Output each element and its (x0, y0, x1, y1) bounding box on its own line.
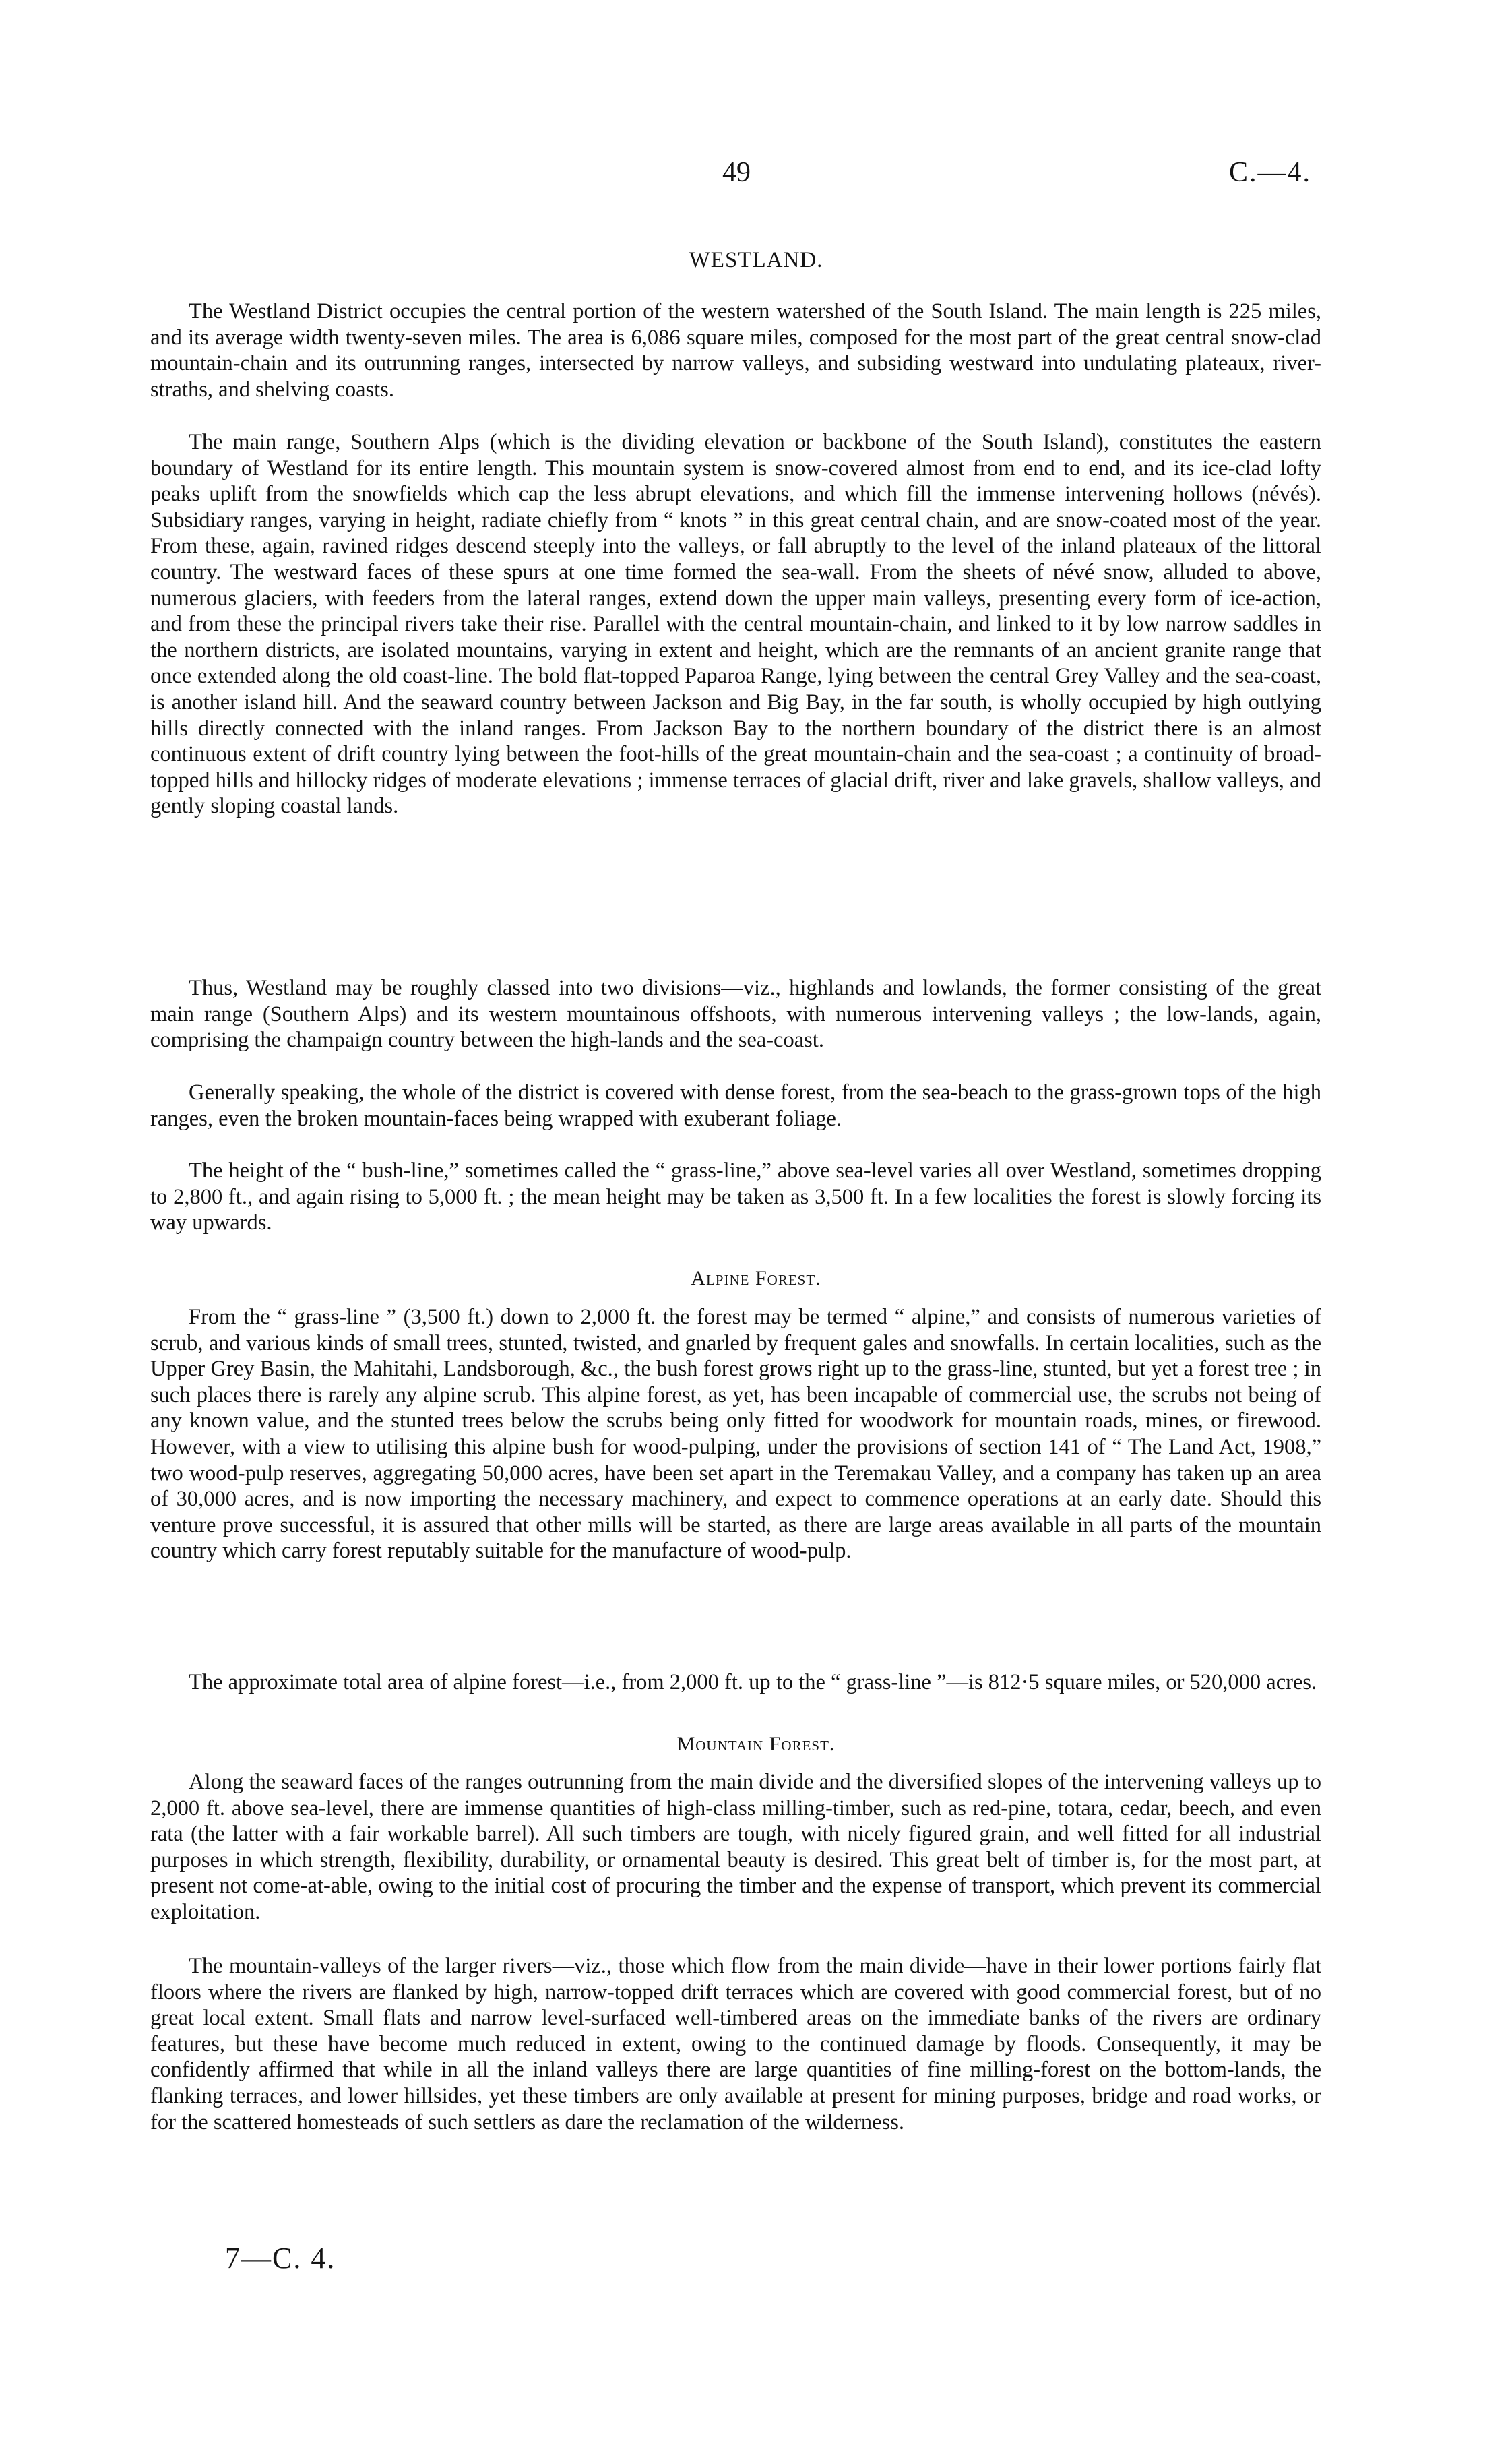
intro-paragraph-3: Thus, Westland may be roughly classed into two divisions—viz., highlands and lowlands, the former consisting of the great main range (Southern Alps) and its western mountainous offshoots, with numerous intervening valleys ; the low-lands, again, comprising the champaign country between the high-lands and the sea-coast. (150, 976, 1321, 1053)
signature-reference: 7—C. 4. (225, 2242, 336, 2275)
alpine-forest-heading: Alpine Forest. (691, 1267, 821, 1289)
page-number: 49 (722, 157, 751, 188)
page-title: WESTLAND. (689, 248, 823, 272)
intro-paragraph-1: The Westland District occupies the central portion of the western watershed of the South Island. The main length is 225 miles, and its average width twenty-seven miles. The area is 6,086 square miles, composed for the most part of the great central snow-clad mountain-chain and its outrunning ranges, intersected by narrow valleys, and subsiding westward into undulating plateaux, river-straths, and shelving coasts. (150, 299, 1321, 402)
mountain-forest-paragraph-1: Along the seaward faces of the ranges outrunning from the main divide and the diversified slopes of the intervening valleys up to 2,000 ft. above sea-level, there are immense quantities of high-class milling-timber, such as red-pine, totara, cedar, beech, and even rata (the latter with a fair workable barrel). All such timbers are tough, with nicely figured grain, and well fitted for all industrial purposes in which strength, flexibility, durability, or ornamental beauty is desired. This great belt of timber is, for the most part, at present not come-at-able, owing to the initial cost of procuring the timber and the expense of transport, which prevent its commercial exploitation. (150, 1770, 1321, 1924)
document-reference: C.—4. (1228, 157, 1311, 188)
alpine-forest-paragraph-2: The approximate total area of alpine forest—i.e., from 2,000 ft. up to the “ grass-line ”—is 812·5 square miles, or 520,000 acres. (189, 1670, 1317, 1694)
mountain-forest-paragraph-2: The mountain-valleys of the larger rivers—viz., those which flow from the main divide—have in their lower portions fairly flat floors where the rivers are flanked by high, narrow-topped drift terraces which are covered with good commercial forest, but of no great local extent. Small flats and narrow level-surfaced well-timbered areas on the immediate banks of the rivers are ordinary features, but these have become much reduced in extent, owing to the continued damage by floods. Consequently, it may be confidently affirmed that while in all the inland valleys there are large quantities of fine milling-forest on the bottom-lands, the flanking terraces, and lower hillsides, yet these timbers are only available at present for mining purposes, bridge and road works, or for the scattered homesteads of such settlers as dare the reclamation of the wilderness. (150, 1954, 1321, 2134)
alpine-forest-paragraph-1: From the “ grass-line ” (3,500 ft.) down to 2,000 ft. the forest may be termed “ alpine,” and consists of numerous varieties of scrub, and various kinds of small trees, stunted, twisted, and gnarled by frequent gales and snowfalls. In certain localities, such as the Upper Grey Basin, the Mahitahi, Landsborough, &c., the bush forest grows right up to the grass-line, stunted, but yet a forest tree ; in such places there is rarely any alpine scrub. This alpine forest, as yet, has been incapable of commercial use, the scrubs not being of any known value, and the stunted trees below the scrubs being only fitted for woodwork for mountain roads, mines, or firewood. However, with a view to utilising this alpine bush for wood-pulping, under the provisions of section 141 of “ The Land Act, 1908,” two wood-pulp reserves, aggregating 50,000 acres, have been set apart in the Teremakau Valley, and a company has taken up an area of 30,000 acres, and is now importing the necessary machinery, and expect to commence operations at an early date. Should this venture prove successful, it is assured that other mills will be started, as there are large areas available in all parts of the mountain country which carry forest reputably suitable for the manufacture of wood-pulp. (150, 1305, 1321, 1564)
intro-paragraph-5: The height of the “ bush-line,” sometimes called the “ grass-line,” above sea-level varies all over Westland, sometimes dropping to 2,800 ft., and again rising to 5,000 ft. ; the mean height may be taken as 3,500 ft. In a few localities the forest is slowly forcing its way upwards. (150, 1159, 1321, 1235)
intro-paragraph-4: Generally speaking, the whole of the district is covered with dense forest, from the sea-beach to the grass-grown tops of the high ranges, even the broken mountain-faces being wrapped with exuberant foliage. (150, 1080, 1321, 1131)
mountain-forest-heading: Mountain Forest. (676, 1733, 836, 1755)
intro-paragraph-2: The main range, Southern Alps (which is the dividing elevation or backbone of the South Island), constitutes the eastern boundary of Westland for its entire length. This mountain system is snow-covered almost from end to end, and its ice-clad lofty peaks uplift from the snowfields which cap the less abrupt elevations, and which fill the immense intervening hollows (névés). Subsidiary ranges, varying in height, radiate chiefly from “ knots ” in this great central chain, and are snow-coated most of the year. From these, again, ravined ridges descend steeply into the valleys, or fall abruptly to the level of the inland plateaux of the littoral country. The westward faces of these spurs at one time formed the sea-wall. From the sheets of névé snow, alluded to above, numerous glaciers, with feeders from the lateral ranges, extend down the upper main valleys, presenting every form of ice-action, and from these the principal rivers take their rise. Parallel with the central mountain-chain, and linked to it by low narrow saddles in the northern districts, are isolated mountains, varying in extent and height, which are the remnants of an ancient granite range that once extended along the old coast-line. The bold flat-topped Paparoa Range, lying between the central Grey Valley and the sea-coast, is another island hill. And the seaward country between Jackson and Big Bay, in the far south, is wholly occupied by high outlying hills directly connected with the inland ranges. From Jackson Bay to the northern boundary of the district there is an almost continuous extent of drift country lying between the foot-hills of the great mountain-chain and the sea-coast ; a continuity of broad-topped hills and hillocky ridges of moderate elevations ; immense terraces of glacial drift, river and lake gravels, shallow valleys, and gently sloping coastal lands. (150, 430, 1321, 819)
